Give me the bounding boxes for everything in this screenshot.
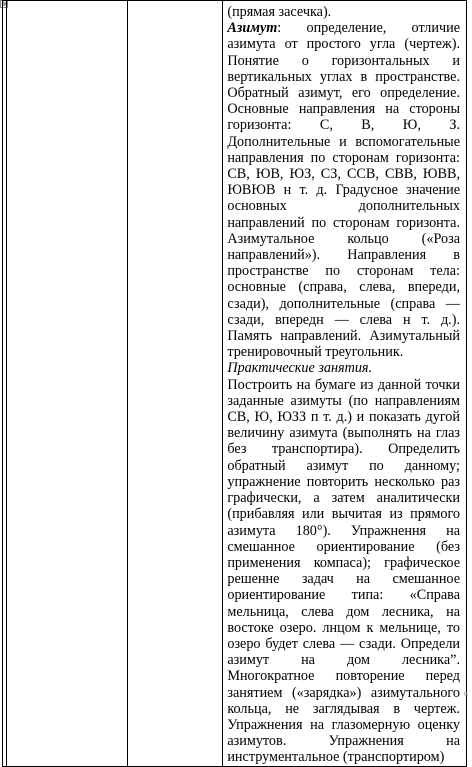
azimuth-text: : определение, отличие азимута от простого угла (чертеж). Понятие о горизонтальных и вертикальных углах в пространстве. Обратный азимут, его определение. Основные направления на стороны горизонта: С, В, Ю, З. Дополнительные и вспомогательные направления по сторонам горизонта: СВ, ЮВ, ЮЗ, СЗ, ССВ, СВВ, ЮВВ, ЮВЮВ н т. д. Градусное значение основных дополнительных направлений по сторонам горизонта. Азимутальное кольцо («Роза направлений»). Направления в пространстве по сторонам тела: основные (справа, слева, впереди, сзади), дополнительные (справа — сзади, впередн — слева н т. д.). Память направлений. Азимутальный тренировочный треугольник. [227,20,460,361]
table-row [3,1,467,767]
practical-paragraph: Построить на бумаге из данной точки заданные азимуты (по направлениям СВ, Ю, ЮЗЗ п т. д.) и показать дугой величину азимута (выполнять на глаз без транспортира). Определить обратный азимут по данному; упражнение повторить несколько раз графически, а затем аналитически (прибавляя или вычитая из прямого азимута 180°). Упражнення на смешанное ориентирование (без применения компаса); графическое решенне задач на смешанное ориентирование типа: «Справа мельница, слева дом лесника, на востоке озеро. лнцом к мельнице, то озеро будет слева — сзади. Определи азимут на дом лесника”. Многократное повторение перед занятием («зарядка») азимутального кольца, не заглядывая в чертеж. Упражнения на глазомерную оценку азимутов. Упражнения на инструментальное (транспортиром) [227,376,460,766]
table-move-handle-icon[interactable]: ⊕ [1,0,7,8]
table-cell-empty-2 [128,1,223,767]
practical-heading: Практические занятия. [227,360,373,377]
line-continuation: (прямая засечка). [227,4,332,20]
azimuth-paragraph [227,20,460,360]
document-table [2,0,467,767]
table-cell-content [223,1,467,767]
table-cell-empty-1 [7,1,128,767]
azimuth-term: Азимут [227,20,278,37]
cell-end-mark-icon: ¤ [463,690,468,698]
